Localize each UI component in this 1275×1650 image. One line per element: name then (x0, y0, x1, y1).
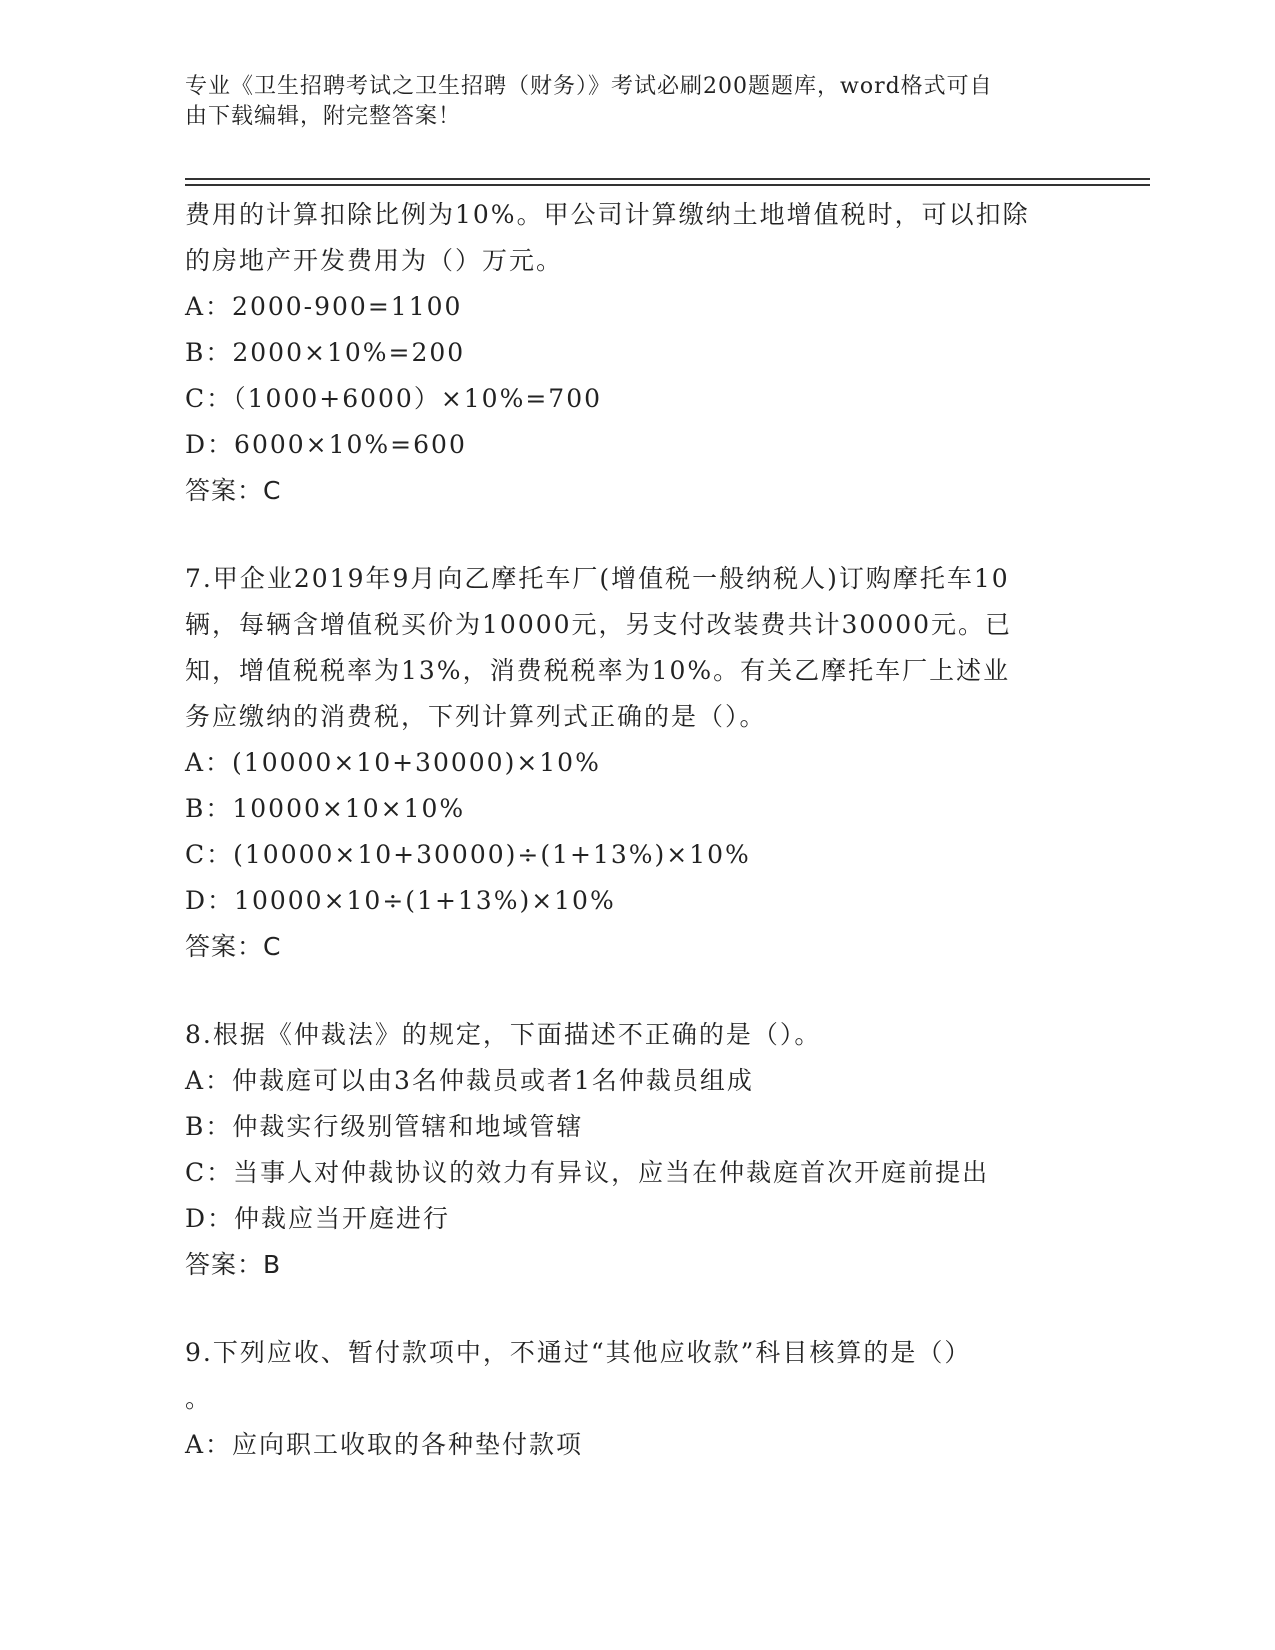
question-text-line: 知，增值税税率为13%，消费税税率为10%。有关乙摩托车厂上述业 (185, 656, 1011, 685)
question-spacer (185, 970, 1085, 1012)
option-a: A：(10000×10+30000)×10% (185, 748, 601, 777)
option-c: C：当事人对仲裁协议的效力有异议，应当在仲裁庭首次开庭前提出 (185, 1158, 990, 1187)
option-b: B：2000×10%=200 (185, 338, 466, 367)
option-d: D：仲裁应当开庭进行 (185, 1204, 451, 1233)
question-text-line: 8.根据《仲裁法》的规定，下面描述不正确的是（）。 (185, 1020, 822, 1049)
answer-label: 答案： (185, 1250, 264, 1279)
question-text-line: 的房地产开发费用为（）万元。 (185, 246, 564, 275)
option-c: C：(10000×10+30000)÷(1+13%)×10% (185, 840, 751, 869)
answer-value: C (263, 476, 282, 505)
option-a: A：2000-900=1100 (185, 292, 463, 321)
option-b: B：10000×10×10% (185, 794, 466, 823)
question-9 (185, 1330, 1085, 1468)
answer-value: C (263, 932, 282, 961)
header-divider-bottom (185, 184, 1150, 186)
document-body (185, 192, 1085, 1468)
header-line-1: 专业《卫生招聘考试之卫生招聘（财务）》考试必刷200题题库，word格式可自 (185, 74, 993, 99)
answer-label: 答案： (185, 476, 264, 505)
question-text-line: 9.下列应收、暂付款项中，不通过“其他应收款”科目核算的是（） (185, 1338, 972, 1367)
question-6-continued (185, 192, 1085, 514)
question-8 (185, 1012, 1085, 1288)
question-7 (185, 556, 1085, 970)
question-spacer (185, 1288, 1085, 1330)
option-a: A：应向职工收取的各种垫付款项 (185, 1430, 584, 1459)
answer-line (185, 1242, 1085, 1288)
option-b: B：仲裁实行级别管辖和地域管辖 (185, 1112, 584, 1141)
answer-line (185, 924, 1085, 970)
header-line-2: 由下载编辑，附完整答案！ (185, 104, 462, 129)
answer-line (185, 468, 1085, 514)
question-spacer (185, 514, 1085, 556)
question-text-line: 。 (185, 1384, 213, 1413)
page-header (185, 72, 1065, 132)
option-a: A：仲裁庭可以由3名仲裁员或者1名仲裁员组成 (185, 1066, 754, 1095)
question-text-line: 辆，每辆含增值税买价为10000元，另支付改装费共计30000元。已 (185, 610, 1013, 639)
question-text-line: 费用的计算扣除比例为10%。甲公司计算缴纳土地增值税时，可以扣除 (185, 200, 1030, 229)
question-text-line: 7.甲企业2019年9月向乙摩托车厂(增值税一般纳税人)订购摩托车10 (185, 564, 1010, 593)
question-text-line: 务应缴纳的消费税，下列计算列式正确的是（）。 (185, 702, 767, 731)
answer-value: B (263, 1250, 282, 1279)
option-d: D：10000×10÷(1+13%)×10% (185, 886, 616, 915)
header-divider-top (185, 178, 1150, 180)
option-d: D：6000×10%=600 (185, 430, 467, 459)
option-c: C：（1000+6000）×10%=700 (185, 384, 603, 413)
answer-label: 答案： (185, 932, 264, 961)
